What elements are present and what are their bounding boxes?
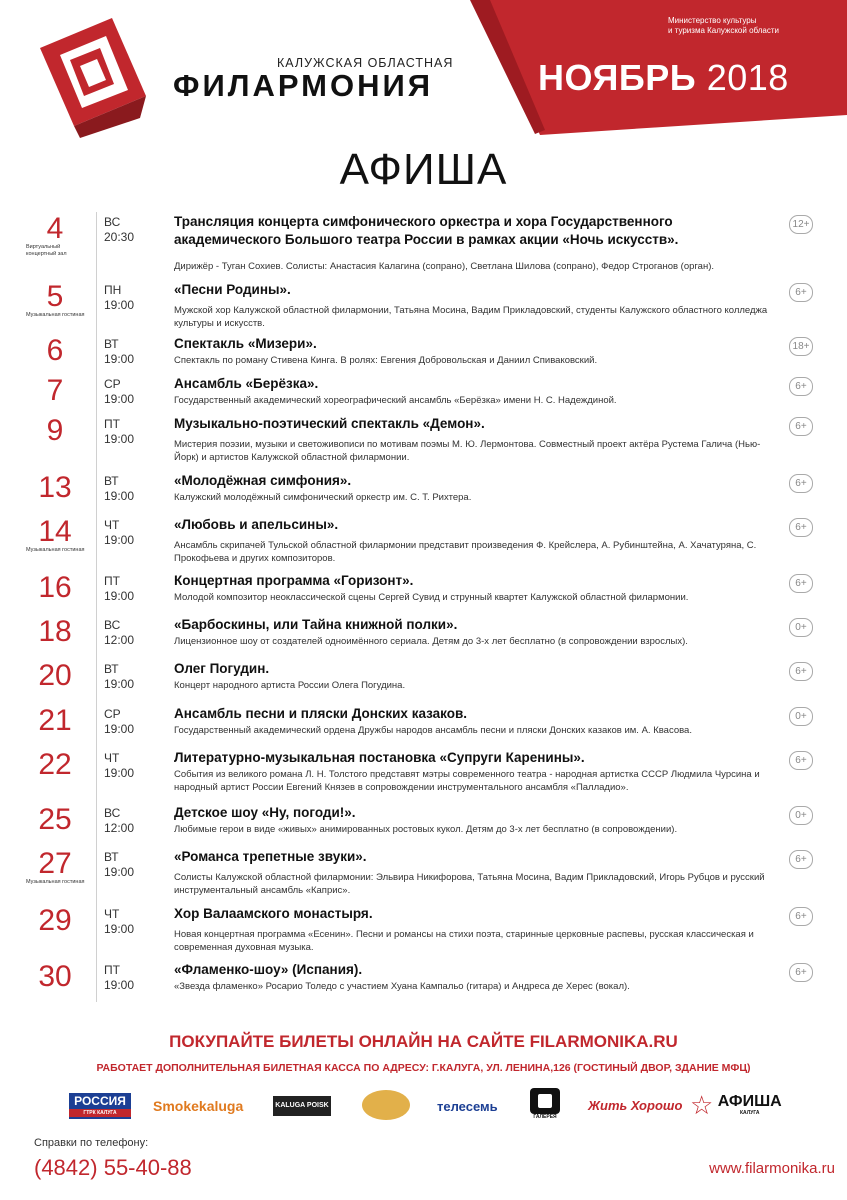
event-description: Спектакль по роману Стивена Кинга. В ролях: Евгения Добровольская и Даниил Спиваковский. [174,355,598,366]
age-rating-badge: 6+ [789,377,813,396]
event-day: 20 [38,659,72,692]
event-time: 19:00 [104,865,135,879]
event-description: Мужской хор Калужской областной филармонии, Татьяна Мосина, Вадим Прикладовский, студенты Калужского областного колледжа культуры и искусств. [174,305,768,329]
event-weekday: ПТ [104,963,120,977]
event-time: 19:00 [104,589,135,603]
age-rating-badge: 12+ [789,215,813,234]
sponsor-rossiya-name: РОССИЯ [74,1094,126,1108]
event-title: «Любовь и апельсины». [174,517,339,532]
sponsor-zhit-khorosho[interactable]: Жить Хорошо [588,1098,683,1113]
page-title: АФИША [339,145,508,194]
event-day: 5 [46,280,64,313]
event-time: 19:00 [104,432,135,446]
event-weekday: ВС [104,215,121,229]
event-time: 19:00 [104,352,135,366]
event-weekday: ПТ [104,574,120,588]
event-venue: Музыкальная гостиная [26,312,85,318]
event-weekday: ВС [104,618,121,632]
event-description: Лицензионное шоу от создателей одноимённого сериала. Детям до 3-х лет бесплатно (в сопровождении взрослых). [174,636,688,647]
age-rating-badge: 6+ [789,474,813,493]
buy-online-banner: ПОКУПАЙТЕ БИЛЕТЫ ОНЛАЙН НА САЙТЕ FILARMONIKA.RU [169,1032,678,1051]
event-day: 9 [46,414,64,447]
event-day: 18 [38,615,72,648]
age-rating-badge: 18+ [789,337,813,356]
month-year [538,57,789,99]
event-time: 20:30 [104,230,135,244]
event-time: 19:00 [104,489,135,503]
event-description: Новая концертная программа «Есенин». Песни и романсы на стихи поэта, старинные церковные распевы, русская классическая и современная духовная музыка. [174,929,754,953]
event-description: Государственный академический ордена Дружбы народов ансамбль песни и пляски Донских казаков им. А. Квасова. [174,725,692,736]
phone-label: Справки по телефону: [34,1137,149,1149]
event-title: Трансляция концерта симфонического оркестра и хора Государственного академического Большого театра России в рамках акции «Ночь искусств». [174,214,679,247]
event-title: «Песни Родины». [174,282,291,297]
age-rating-badge: 0+ [789,806,813,825]
sponsor-rossiya[interactable] [69,1093,131,1119]
event-day: 30 [38,960,72,993]
sponsor-rossiya-sub: ГТРК КАЛУГА [69,1109,131,1117]
age-rating-badge: 6+ [789,907,813,926]
event-weekday: ВТ [104,850,119,864]
event-title: Литературно-музыкальная постановка «Супруги Каренины». [174,750,585,765]
sponsor-smokekaluga[interactable]: Smokekaluga [153,1098,244,1114]
event-weekday: ПТ [104,417,120,431]
sponsor-emblem-icon[interactable] [362,1090,410,1120]
event-title: «Барбоскины, или Тайна книжной полки». [174,617,458,632]
event-day: 7 [46,374,64,407]
sponsor-afisha-name: АФИША [717,1092,782,1110]
year-label: 2018 [706,57,789,98]
event-weekday: ВС [104,806,121,820]
event-time: 12:00 [104,821,135,835]
philharmonia-logo-icon [40,18,146,138]
sponsor-kaluga-poisk[interactable]: KALUGA POISK [273,1096,331,1116]
event-description: Мистерия поэзии, музыки и светоживописи по мотивам поэмы М. Ю. Лермонтова. Совместный проект актёра Рустема Галича (Нью-Йорк) и артистов Калужской областной филармонии. [174,439,761,463]
event-time: 19:00 [104,766,135,780]
event-time: 19:00 [104,722,135,736]
age-rating-badge: 0+ [789,618,813,637]
event-weekday: ВТ [104,662,119,676]
event-time: 19:00 [104,533,135,547]
event-weekday: СР [104,377,121,391]
event-description: «Звезда фламенко» Росарио Толедо с участием Хуана Кампальо (гитара) и Андресa де Херес (вокал). [174,981,630,992]
event-time: 19:00 [104,978,135,992]
event-time: 19:00 [104,392,135,406]
event-day: 22 [38,748,72,781]
event-title: Детское шоу «Ну, погоди!». [174,805,356,820]
age-rating-badge: 6+ [789,850,813,869]
event-title: Олег Погудин. [174,661,270,676]
sponsor-galereya-name: ГАЛЕРЕЯ [533,1114,557,1120]
event-day: 14 [38,515,72,548]
event-weekday: ВТ [104,337,119,351]
age-rating-badge: 6+ [789,963,813,982]
event-day: 27 [38,847,72,880]
sponsor-afisha-sub: КАЛУГА [740,1109,760,1116]
event-title: Хор Валаамского монастыря. [174,906,373,921]
event-day: 25 [38,803,72,836]
galereya-logo-icon [530,1088,560,1114]
event-day: 29 [38,904,72,937]
sponsor-afisha[interactable] [690,1092,782,1118]
event-description: Молодой композитор неоклассической сцены Сергей Сувид и струнный квартет Калужской областной филармонии. [174,592,689,603]
event-description: Калужский молодёжный симфонический оркестр им. С. Т. Рихтера. [174,492,472,503]
event-description: Дирижёр - Туган Сохиев. Солисты: Анастасия Калагина (сопрано), Светлана Шилова (сопрано), Федор Строганов (орган). [174,261,714,272]
event-day: 16 [38,571,72,604]
event-description: Государственный академический хореографический ансамбль «Берёзка» имени Н. С. Надеждиной. [174,395,617,406]
age-rating-badge: 6+ [789,518,813,537]
event-venue: Музыкальная гостиная [26,879,85,885]
website-link[interactable]: www.filarmonika.ru [709,1160,835,1177]
event-description: События из великого романа Л. Н. Толстого представят мэтры современного театра - народная артистка СССР Людмила Чурсина и народный артист России Евгений Князев в сопровождении инструментального ансамбля «Палладио». [174,769,760,793]
event-title: «Молодёжная симфония». [174,473,352,488]
event-description: Любимые герои в виде «живых» анимированных ростовых кукол. Детям до 3-х лет бесплатно (в сопровождении). [174,824,678,835]
event-weekday: СР [104,707,121,721]
age-rating-badge: 6+ [789,283,813,302]
event-weekday: ЧТ [104,518,120,532]
date-divider [96,212,97,1002]
age-rating-badge: 6+ [789,751,813,770]
ministry-caption [668,16,779,36]
sponsor-galereya[interactable] [527,1088,563,1120]
event-venue: Виртуальный концертный зал [26,244,67,257]
event-day: 6 [46,334,64,367]
event-title: Ансамбль песни и пляски Донских казаков. [174,706,468,721]
event-title: Концертная программа «Горизонт». [174,573,414,588]
event-description: Солисты Калужской областной филармонии: Эльвира Никифорова, Татьяна Мосина, Вадим Прикладовский, Игорь Рубцов и русский инструментальный ансамбль «Каприс». [174,872,765,896]
event-title: «Романса трепетные звуки». [174,849,367,864]
ticket-office-info: РАБОТАЕТ ДОПОЛНИТЕЛЬНАЯ БИЛЕТНАЯ КАССА ПО АДРЕСУ: Г.КАЛУГА, УЛ. ЛЕНИНА,126 (ГОСТИНЫЙ ДВОР, ЗДАНИЕ МФЦ) [96,1062,751,1074]
event-title: «Фламенко-шоу» (Испания). [174,962,363,977]
org-name: ФИЛАРМОНИЯ [173,68,434,103]
age-rating-badge: 0+ [789,707,813,726]
event-day: 21 [38,704,72,737]
age-rating-badge: 6+ [789,662,813,681]
event-description: Ансамбль скрипачей Тульской областной филармонии представит произведения Ф. Крейслера, А. Рубинштейна, А. Хачатуряна, С. Прокофьева и других композиторов. [174,540,757,564]
age-rating-badge: 6+ [789,417,813,436]
event-day: 4 [46,212,64,245]
event-time: 12:00 [104,633,135,647]
event-title: Музыкально-поэтический спектакль «Демон». [174,416,485,431]
event-weekday: ПН [104,283,122,297]
event-weekday: ЧТ [104,751,120,765]
event-weekday: ЧТ [104,907,120,921]
event-weekday: ВТ [104,474,119,488]
ministry-line-1: Министерство культуры [668,16,757,25]
star-icon: ☆ [690,1090,714,1120]
event-time: 19:00 [104,677,135,691]
org-subtitle: КАЛУЖСКАЯ ОБЛАСТНАЯ [277,56,454,70]
month-label: НОЯБРЬ [538,57,697,98]
phone-number[interactable]: (4842) 55-40-88 [34,1155,192,1180]
sponsor-telesem[interactable]: телесемь [437,1099,498,1114]
ministry-line-2: и туризма Калужской области [668,26,779,35]
age-rating-badge: 6+ [789,574,813,593]
event-time: 19:00 [104,298,135,312]
event-day: 13 [38,471,72,504]
event-title: Спектакль «Мизери». [174,336,317,351]
event-description: Концерт народного артиста России Олега Погудина. [174,680,406,691]
event-venue: Музыкальная гостиная [26,547,85,553]
event-title: Ансамбль «Берёзка». [174,376,319,391]
event-time: 19:00 [104,922,135,936]
